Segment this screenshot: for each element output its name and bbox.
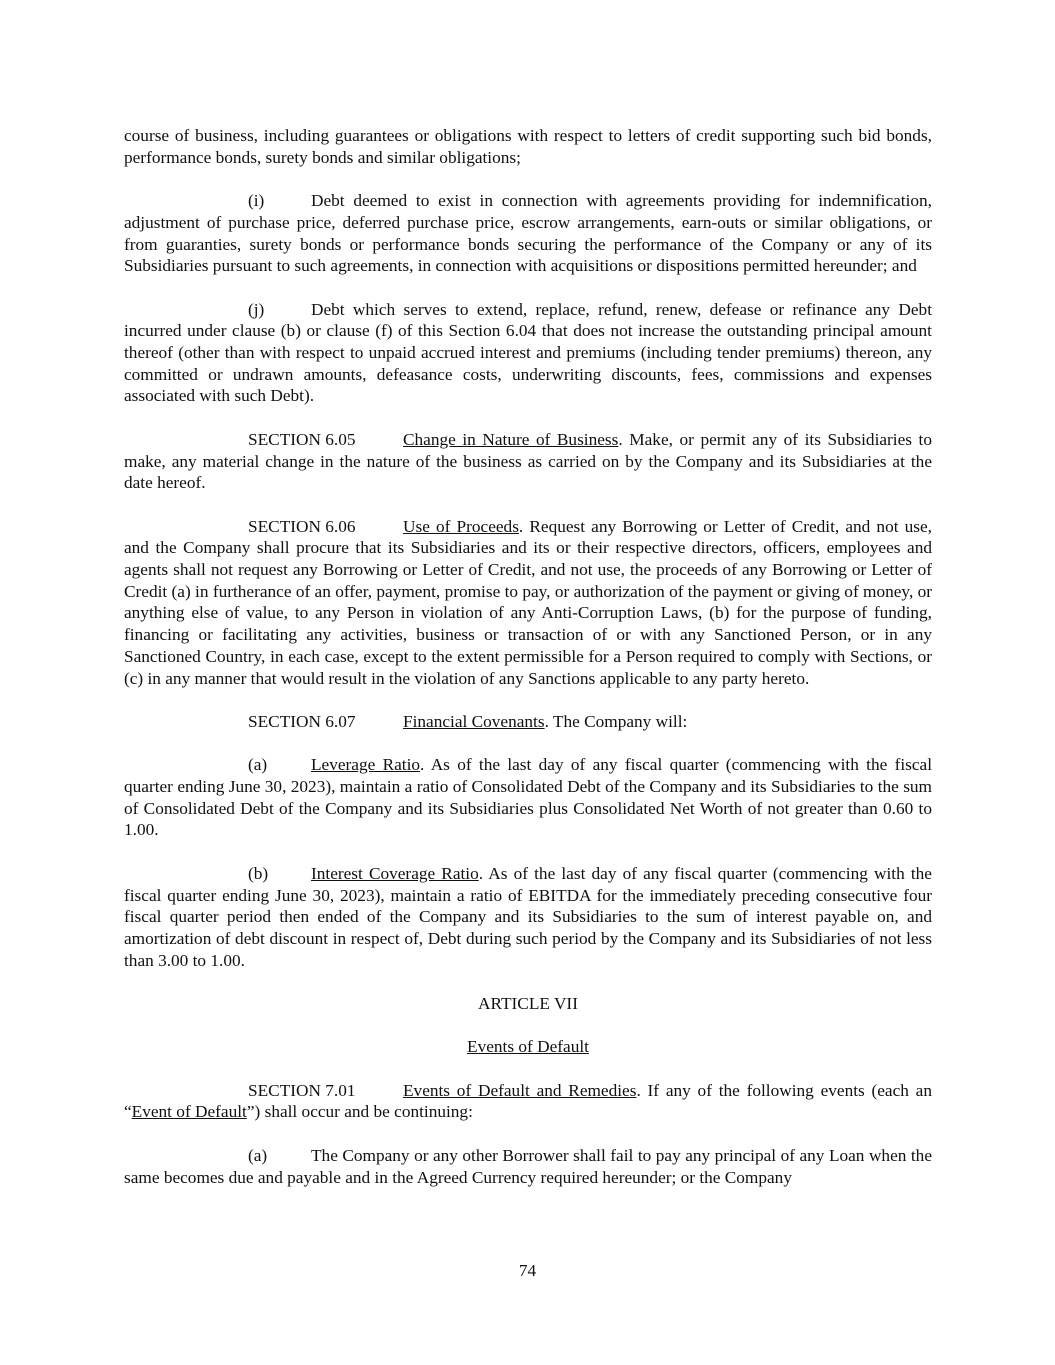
- section-text: . If any of the following events (each an “: [124, 1080, 932, 1122]
- section-6-06: [124, 516, 932, 690]
- section-title: Events of Default and Remedies: [403, 1080, 637, 1100]
- article-subheading: [124, 1036, 932, 1058]
- item-text: The Company or any other Borrower shall fail to pay any principal of any Loan when the same becomes due and payable and in the Agreed Currency required hereunder; or the Company: [124, 1145, 932, 1187]
- section-7-01: [124, 1080, 932, 1123]
- paragraph-event-a: [124, 1145, 932, 1188]
- section-title: Use of Proceeds: [403, 516, 519, 536]
- item-label: (a): [248, 1145, 268, 1165]
- item-label: (b): [248, 863, 269, 883]
- paragraph-item-j: [124, 299, 932, 408]
- item-label: (j): [248, 299, 265, 319]
- item-label: (i): [248, 191, 265, 211]
- section-number: SECTION 6.07: [248, 711, 356, 731]
- paragraph-leverage-ratio: [124, 754, 932, 841]
- article-subheading-text: Events of Default: [467, 1037, 589, 1057]
- section-title: Change in Nature of Business: [403, 429, 619, 449]
- section-6-07: [124, 711, 932, 733]
- item-label: (a): [248, 755, 268, 775]
- paragraph-h-continuation: course of business, including guarantees or obligations with respect to letters of credit supporting such bid bonds, performance bonds, surety bonds and similar obligations;: [124, 126, 932, 167]
- item-text: . As of the last day of any fiscal quarter (commencing with the fiscal quarter ending June 30, 2023), maintain a ratio of EBITDA for the immediately preceding consecutive four fiscal quarter period then ended of the Company and its Subsidiaries to the sum of interest payable on, and amortization of debt discount in respect of, Debt during such period by the Company and its Subsidiaries of not less than 3.00 to 1.00.: [124, 863, 932, 970]
- defined-term: Event of Default: [131, 1102, 247, 1122]
- article-heading: ARTICLE VII: [478, 994, 578, 1013]
- item-title: Interest Coverage Ratio: [311, 863, 479, 883]
- section-text: . Make, or permit any of its Subsidiaries to make, any material change in the nature of the business as carried on by the Company and its Subsidiaries at the date hereof.: [124, 429, 932, 493]
- item-text: Debt which serves to extend, replace, refund, renew, defease or refinance any Debt incurred under clause (b) or clause (f) of this Section 6.04 that does not increase the outstanding principal amount thereof (other than with respect to unpaid accrued interest and premiums (including tender premiums) thereon, any committed or undrawn amounts, defeasance costs, underwriting discounts, fees, commissions and expenses associated with such Debt).: [124, 299, 932, 406]
- section-number: SECTION 6.06: [248, 516, 356, 536]
- section-text: . Request any Borrowing or Letter of Credit, and not use, and the Company shall procure that its Subsidiaries and its or their respective directors, officers, employees and agents shall not request any Borrowing or Letter of Credit, and not use, the proceeds of any Borrowing or Letter of Credit (a) in furtherance of an offer, payment, promise to pay, or authorization of the payment or giving of money, or anything else of value, to any Person in violation of any Anti-Corruption Laws, (b) for the purpose of funding, financing or facilitating any activities, business or transaction of or with any Sanctioned Person, or in any Sanctioned Country, in each case, except to the extent permissible for a Person required to comply with Sections, or (c) in any manner that would result in the violation of any Sanctions applicable to any party hereto.: [124, 516, 933, 688]
- item-title: Leverage Ratio: [311, 755, 421, 775]
- section-text: . The Company will:: [544, 711, 688, 731]
- section-text-end: ”) shall occur and be continuing:: [246, 1102, 473, 1122]
- item-text: . As of the last day of any fiscal quarter (commencing with the fiscal quarter ending June 30, 2023), maintain a ratio of Consolidated Debt of the Company and its Subsidiaries to the sum of Consolidated Debt of the Company and its Subsidiaries plus Consolidated Net Worth of not greater than 0.60 to 1.00.: [124, 755, 932, 840]
- section-number: SECTION 6.05: [248, 429, 356, 449]
- section-6-05: [124, 429, 932, 494]
- item-text: Debt deemed to exist in connection with agreements providing for indemnification, adjustment of purchase price, deferred purchase price, escrow arrangements, earn-outs or similar obligations, or from guaranties, surety bonds or performance bonds securing the performance of the Company or any of its Subsidiaries pursuant to such agreements, in connection with acquisitions or dispositions permitted hereunder; and: [124, 191, 932, 276]
- document-page: [124, 125, 932, 1210]
- paragraph-item-i: [124, 190, 932, 277]
- section-title: Financial Covenants: [403, 711, 545, 731]
- section-number: SECTION 7.01: [248, 1080, 356, 1100]
- page-number: 74: [518, 1261, 537, 1280]
- paragraph-interest-coverage-ratio: [124, 863, 932, 972]
